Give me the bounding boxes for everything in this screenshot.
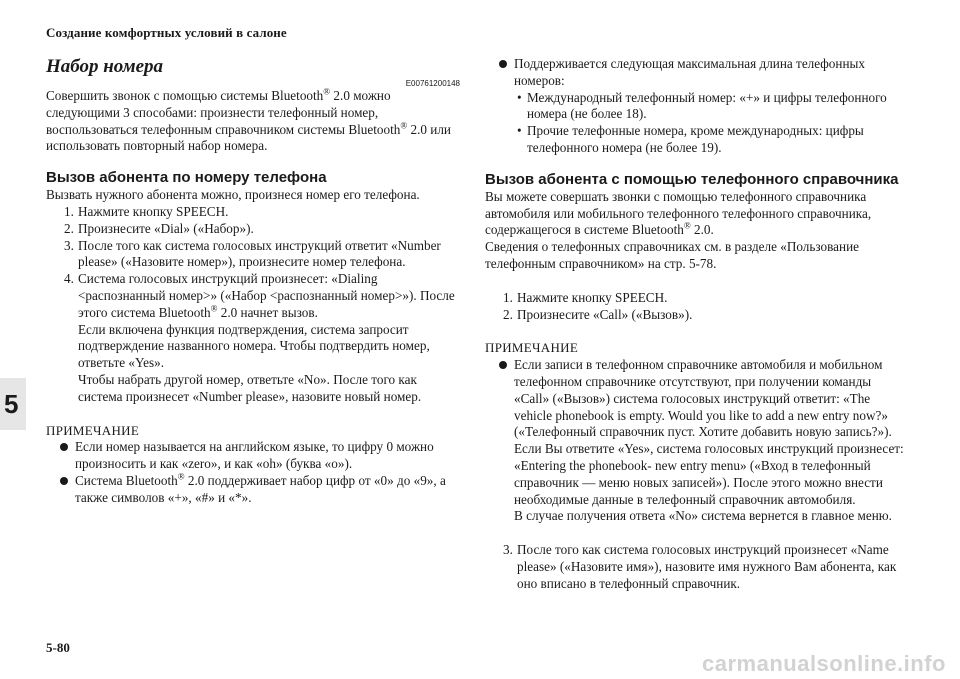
list-item: 3. После того как система голосовых инструкций произнесет «Name please» («Назовите имя»), назовите имя нужного Вам абонента, как оно вписано в телефонный справочник. bbox=[503, 542, 897, 591]
list-item: 4. Система голосовых инструкций произнесет: «Dialing <распознанный номер>» («Набор <распознанный номер>»). После этого система Bluetooth® 2.0 начнет вызов. Если включена функция подтверждения, система запросит подтверждение названного номера. Чтобы подтвердить номер, ответьте «Yes». Чтобы набрать другой номер, ответьте «No». После того как система произнесет «Number please», назовите новый номер. bbox=[64, 271, 455, 404]
note-label: ПРИМЕЧАНИЕ bbox=[485, 340, 579, 356]
note-bullet: Если номер называется на английском языке, то цифру 0 можно произносить и как «zero», и как «oh» (буква «o»). bbox=[46, 439, 460, 473]
steps-list bbox=[46, 204, 460, 406]
subsection-intro: Вызвать нужного абонента можно, произнеся номер его телефона. bbox=[46, 187, 420, 203]
page-header: Создание комфортных условий в салоне bbox=[46, 25, 287, 40]
right-column bbox=[485, 56, 909, 593]
subsection-intro: Вы можете совершать звонки с помощью телефонного справочника автомобиля или мобильного телефонного телефонного справочника, содержащегося в системе Bluetooth® 2.0. Сведения о телефонных справочниках см. в разделе «Пользование телефонным справочником» на стр. 5-78. bbox=[485, 188, 872, 271]
note-paragraph: Если Вы ответите «Yes», система голосовых инструкций произнесет: «Entering the phonebook- new entry menu» («Вход в телефонный справочник — меню новых записей»). После этого можно внести необходимые данные в телефонный справочник автомобиля. bbox=[514, 441, 904, 507]
list-item: 3. После того как система голосовых инструкций ответит «Number please» («Назовите номер»), произнесите номер телефона. bbox=[64, 237, 441, 270]
note-label: ПРИМЕЧАНИЕ bbox=[46, 422, 140, 438]
section-title: Набор номера bbox=[46, 56, 164, 77]
subsection-title: Вызов абонента по номеру телефона bbox=[46, 169, 327, 187]
watermark: carmanualsonline.info bbox=[702, 651, 946, 676]
section-code: E00761200148 bbox=[405, 79, 460, 88]
page-number: 5-80 bbox=[46, 640, 70, 655]
sub-bullet: • Международный телефонный номер: «+» и цифры телефонного номера (не более 18). bbox=[485, 90, 909, 124]
intro-paragraph: Совершить звонок с помощью системы Bluetooth® 2.0 можно следующими 3 способами: произнести телефонный номер, воспользоваться телефонным справочником системы Bluetooth® 2.0 или использовать повторный набор номера. bbox=[46, 86, 451, 154]
steps-list bbox=[485, 290, 909, 324]
list-item: 2. Произнесите «Dial» («Набор»). bbox=[64, 220, 254, 236]
chapter-tab bbox=[0, 378, 26, 430]
chapter-number: 5 bbox=[4, 389, 19, 419]
left-column bbox=[46, 56, 460, 507]
note-bullet: Поддерживается следующая максимальная длина телефонных номеров: bbox=[485, 56, 909, 90]
steps-list bbox=[485, 542, 909, 592]
list-item: 1. Нажмите кнопку SPEECH. bbox=[64, 203, 229, 219]
sub-bullet: • Прочие телефонные номера, кроме международных: цифры телефонного номера (не более 19). bbox=[485, 123, 909, 157]
note-paragraph: В случае получения ответа «No» система вернется в главное меню. bbox=[514, 508, 892, 524]
note-bullet: Система Bluetooth® 2.0 поддерживает набор цифр от «0» до «9», а также символов «+», «#» и «*». bbox=[46, 473, 460, 507]
note-bullet: Если записи в телефонном справочнике автомобиля и мобильном телефонном справочнике отсутствуют, при получении команды «Call» («Вызов») система голосовых инструкций ответит: «The vehicle phonebook is empty. Would you like to add a new entry now?» («Телефонный справочник пуст. Хотите добавить новую запись?»). bbox=[485, 357, 909, 441]
list-item: 1. Нажмите кнопку SPEECH. bbox=[503, 289, 668, 305]
list-item: 2. Произнесите «Call» («Вызов»). bbox=[503, 306, 693, 322]
subsection-title: Вызов абонента с помощью телефонного справочника bbox=[485, 170, 899, 188]
